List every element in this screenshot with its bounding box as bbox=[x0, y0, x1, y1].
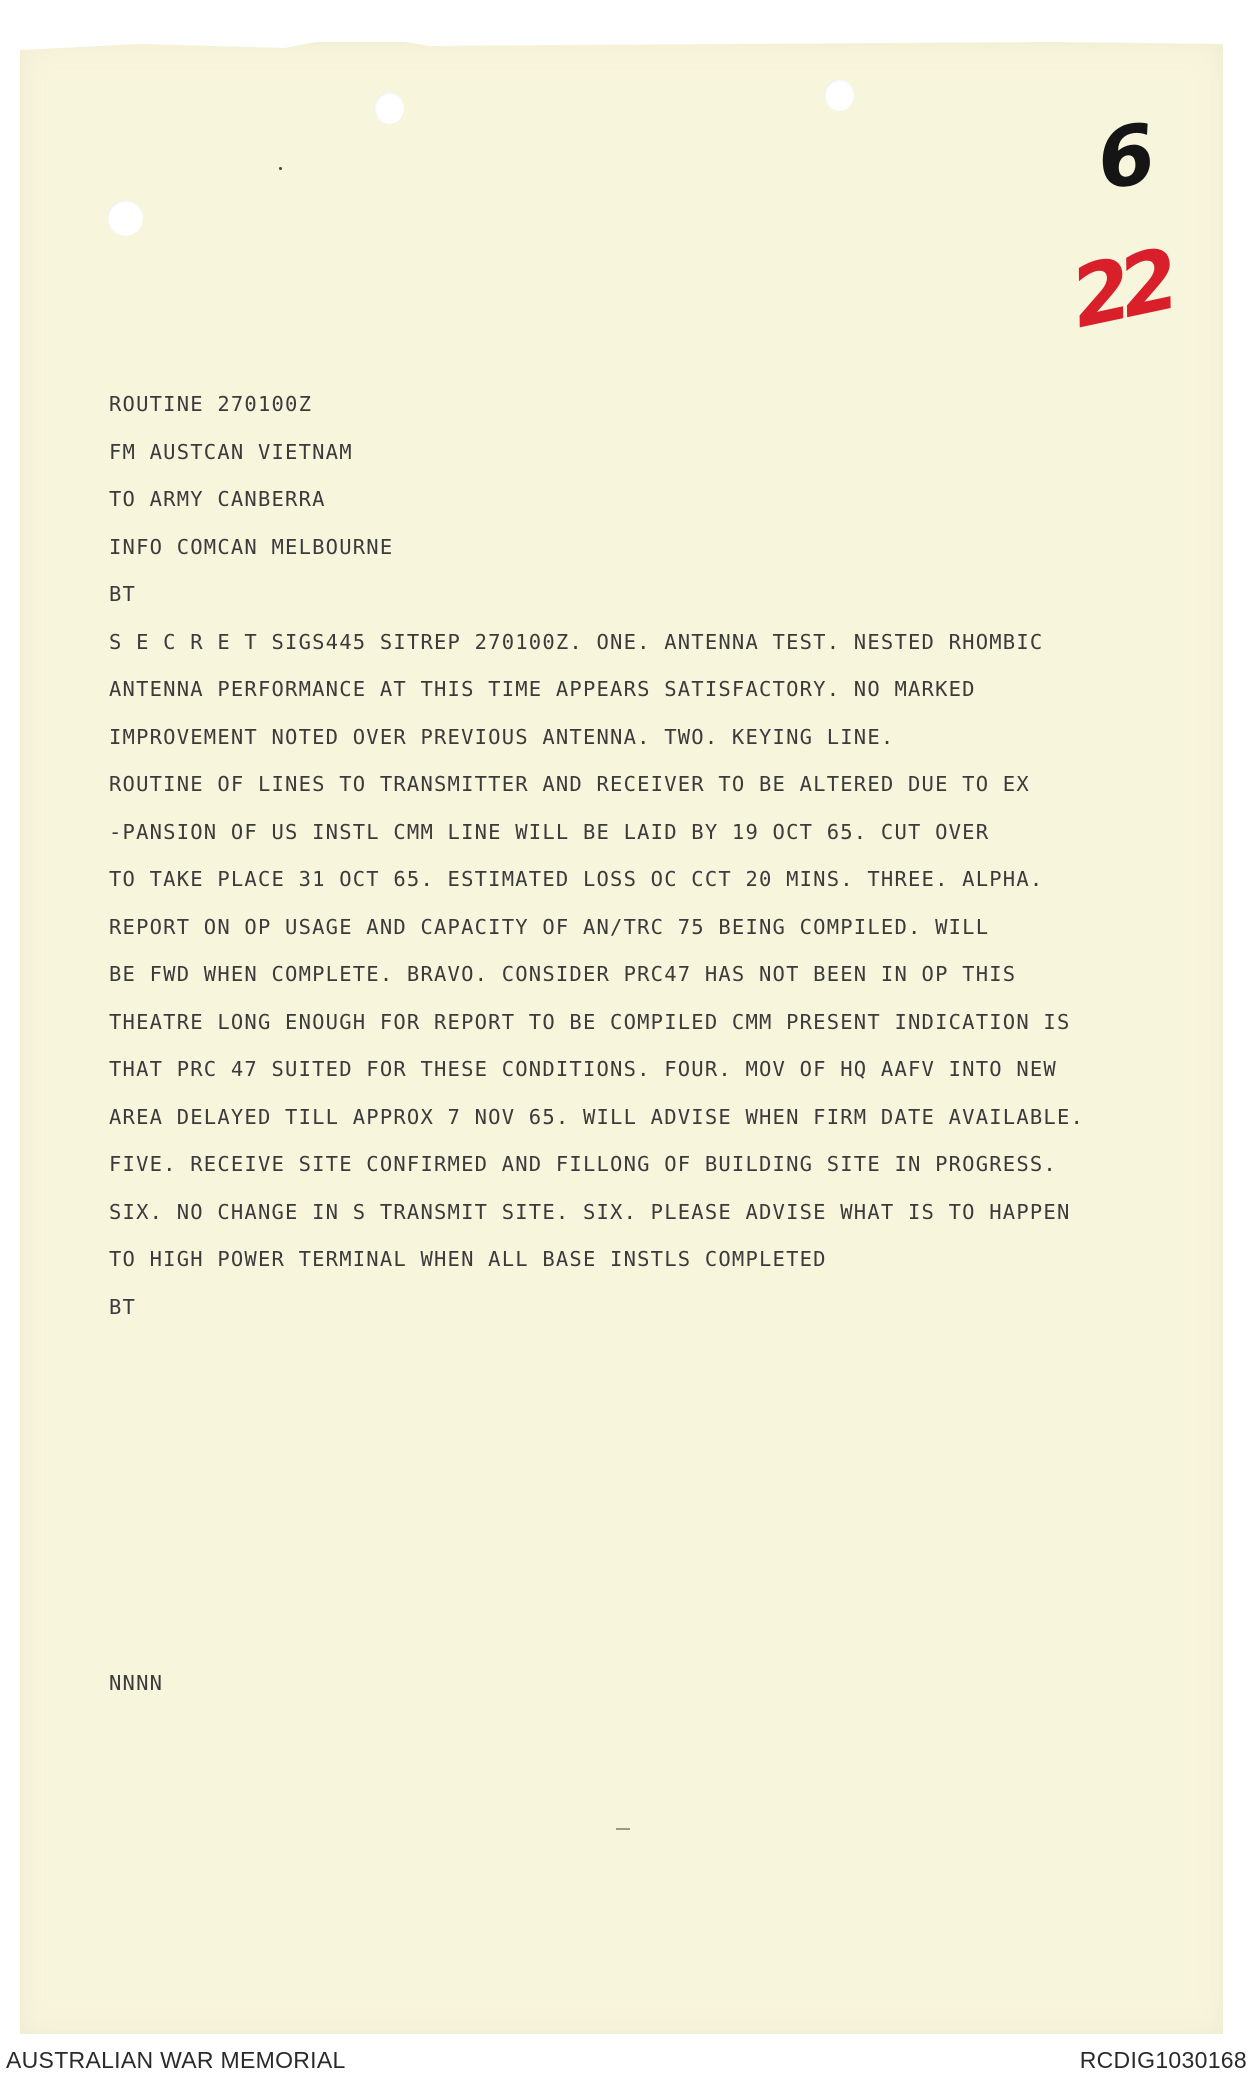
handwritten-folio-number: 6 bbox=[1091, 106, 1162, 209]
end-of-message-marker: NNNN bbox=[109, 1671, 164, 1695]
message-line: THAT PRC 47 SUITED FOR THESE CONDITIONS. FOUR. MOV OF HQ AAFV INTO NEW bbox=[109, 1057, 1057, 1081]
message-line: BT bbox=[109, 582, 137, 606]
punch-hole bbox=[824, 79, 854, 111]
message-line: IMPROVEMENT NOTED OVER PREVIOUS ANTENNA. TWO. KEYING LINE. bbox=[109, 724, 895, 749]
message-line: FIVE. RECEIVE SITE CONFIRMED AND FILLONG OF BUILDING SITE IN PROGRESS. bbox=[109, 1152, 1057, 1176]
message-line: AREA DELAYED TILL APPROX 7 NOV 65. WILL ADVISE WHEN FIRM DATE AVAILABLE. bbox=[109, 1104, 1085, 1129]
message-body bbox=[109, 390, 1179, 1340]
message-line: REPORT ON OP USAGE AND CAPACITY OF AN/TRC 75 BEING COMPILED. WILL bbox=[109, 914, 990, 939]
message-line: ROUTINE 270100Z bbox=[109, 392, 313, 416]
message-line: THEATRE LONG ENOUGH FOR REPORT TO BE COMPILED CMM PRESENT INDICATION IS bbox=[109, 1009, 1071, 1034]
message-line: ANTENNA PERFORMANCE AT THIS TIME APPEARS SATISFACTORY. NO MARKED bbox=[109, 677, 976, 701]
ink-speck bbox=[279, 167, 282, 170]
archive-reference-id: RCDIG1030168 bbox=[1079, 2047, 1247, 2073]
message-line: SIX. NO CHANGE IN S TRANSMIT SITE. SIX. PLEASE ADVISE WHAT IS TO HAPPEN bbox=[109, 1199, 1071, 1224]
message-line: S E C R E T SIGS445 SITREP 270100Z. ONE. ANTENNA TEST. NESTED RHOMBIC bbox=[109, 629, 1044, 654]
handwritten-red-folio-number: 22 bbox=[1062, 230, 1179, 348]
punch-hole bbox=[374, 92, 404, 124]
message-line: TO ARMY CANBERRA bbox=[109, 487, 326, 511]
message-line: ROUTINE OF LINES TO TRANSMITTER AND RECEIVER TO BE ALTERED DUE TO EX bbox=[109, 772, 1030, 796]
paper-mark bbox=[616, 1828, 630, 1830]
message-line: TO TAKE PLACE 31 OCT 65. ESTIMATED LOSS OC CCT 20 MINS. THREE. ALPHA. bbox=[109, 867, 1044, 891]
message-line: TO HIGH POWER TERMINAL WHEN ALL BASE INSTLS COMPLETED bbox=[109, 1247, 827, 1271]
punch-hole bbox=[107, 200, 143, 236]
message-line: -PANSION OF US INSTL CMM LINE WILL BE LAID BY 19 OCT 65. CUT OVER bbox=[109, 819, 990, 844]
message-line: BE FWD WHEN COMPLETE. BRAVO. CONSIDER PRC47 HAS NOT BEEN IN OP THIS bbox=[109, 962, 1017, 986]
message-line: INFO COMCAN MELBOURNE bbox=[109, 534, 394, 559]
message-line: BT bbox=[109, 1294, 137, 1319]
message-line: FM AUSTCAN VIETNAM bbox=[109, 439, 353, 464]
archive-credit: AUSTRALIAN WAR MEMORIAL bbox=[6, 2047, 346, 2073]
